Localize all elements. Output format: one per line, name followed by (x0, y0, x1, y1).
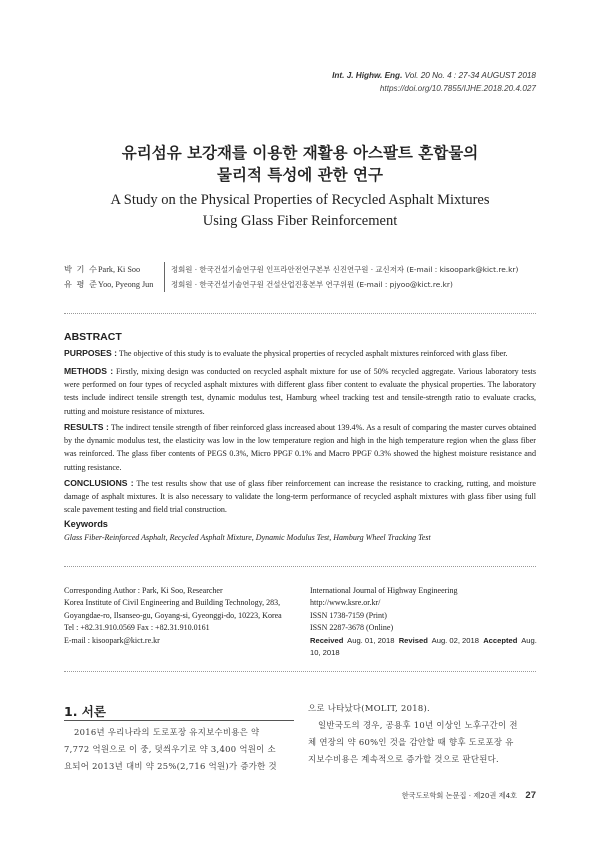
keywords-text: Glass Fiber-Reinforced Asphalt, Recycled Asphalt Mixture, Dynamic Modulus Test, Hamburg Wheel Tracking Test (64, 533, 431, 542)
body-line: 체 연장의 약 60%인 것을 감안할 때 향후 도로포장 유 (308, 737, 514, 747)
accepted-date: Aug. 10, 2018 (310, 635, 537, 658)
title-english-line1: A Study on the Physical Properties of Recycled Asphalt Mixtures (110, 192, 490, 208)
issn-online: ISSN 2287-3678 (Online) (310, 623, 394, 633)
abstract-methods (64, 365, 536, 418)
review-dates (310, 635, 540, 660)
correspondence-block (64, 585, 304, 647)
accepted-label: Accepted (483, 635, 518, 645)
page-footer (402, 790, 536, 801)
keywords-heading: Keywords (64, 519, 108, 529)
doi-link[interactable]: https://doi.org/10.7855/IJHE.2018.20.4.027 (379, 84, 536, 93)
conclusions-text: The test results show that use of glass fiber reinforcement can increase the resistance to cracking, rutting, and moisture damage of asphalt mixtures. It is also necessary to validate the long-term performance of recycled asphalt mixtures with glass fiber using full scale pavement testing and field trial construction. (64, 479, 537, 515)
correspondence-line: Goyangdae-ro, Ilsanseo-gu, Goyang-si, Gyeonggi-do, 10223, Korea (64, 610, 282, 620)
journal-citation: Int. J. Highw. Eng. Vol. 20 No. 4 : 27-34 AUGUST 2018 (332, 71, 536, 80)
author-name-korean: 박 기 수 (64, 264, 98, 274)
correspondence-email: E-mail : kisoopark@kict.re.kr (64, 635, 160, 645)
author-affiliation: 정회원 · 한국건설기술연구원 인프라안전연구본부 신진연구원 · 교신저자 (E-mail : kisoopark@kict.re.kr) (164, 262, 518, 277)
correspondence-line: Korea Institute of Civil Engineering and Building Technology, 283, (64, 598, 281, 608)
methods-text: Firstly, mixing design was conducted on recycled asphalt mixture for use of 50% recycled aggregate. Various laboratory tests were performed on four types of recycled asphalt mixtures with different glass fiber content to evaluate the physical properties. The laboratory tests include indirect tensile strength test, dynamic modulus test, Hamburg wheel tracking test and tensile-strength ratio to evaluate cracks, rutting and moisture resistance of mixtures. (64, 367, 536, 416)
abstract-heading: ABSTRACT (64, 331, 122, 343)
purposes-label: PURPOSES : (64, 348, 118, 358)
author-affiliation: 정회원 · 한국건설기술연구원 건설산업진흥본부 연구위원 (E-mail : pjyoo@kict.re.kr) (164, 277, 453, 292)
author-name-korean: 유 평 준 (64, 279, 98, 289)
abstract-results (64, 421, 536, 474)
body-line: 으로 나타났다(MOLIT, 2018). (308, 703, 431, 713)
results-text: The indirect tensile strength of fiber reinforced glass increased about 139.4%. As a result of comparing the master curves obtained by the dynamic modulus test, the elasticity was low in the low temperature region and high in the high temperature region when the glass fiber was reinforced. The glass fiber contents of PEGS 0.3%, Micro PPGF 0.1% and Macro PPGF 0.3% showed the highest moisture resistance and rutting resistance. (64, 423, 536, 472)
body-line: 7,772 억원으로 이 중, 덧씌우기로 약 3,400 억원이 소 (64, 744, 276, 754)
methods-label: METHODS : (64, 366, 114, 376)
author-name-english: Yoo, Pyeong Jun (98, 280, 154, 289)
conclusions-label: CONCLUSIONS : (64, 478, 134, 488)
journal-url[interactable]: http://www.ksre.or.kr/ (310, 598, 381, 608)
heading-underline (64, 720, 294, 721)
journal-name: International Journal of Highway Engineering (310, 586, 458, 595)
abstract-purposes (64, 347, 536, 360)
body-line: 요되어 2013년 대비 약 25%(2,716 억원)가 증가한 것 (64, 761, 277, 771)
section-heading-introduction (64, 702, 106, 720)
received-date: Aug. 01, 2018 (347, 635, 395, 645)
abstract-conclusions (64, 477, 536, 517)
correspondence-line: Tel : +82.31.910.0569 Fax : +82.31.910.0161 (64, 623, 210, 633)
footer-journal: 한국도로학회 논문집 · 제20권 제4호 (401, 791, 518, 800)
divider (64, 566, 536, 567)
section-heading-text: 1. 서론 (64, 704, 106, 719)
title-korean-line2: 물리적 특성에 관한 연구 (217, 166, 383, 184)
intro-right-column (308, 700, 538, 768)
author-row (64, 262, 518, 277)
journal-info-block (310, 585, 540, 659)
issn-print: ISSN 1738-7159 (Print) (310, 610, 387, 620)
page-number: 27 (525, 790, 536, 801)
body-line: 지보수비용은 계속적으로 증가할 것으로 판단된다. (308, 754, 500, 764)
title-korean-line1: 유리섬유 보강재를 이용한 재활용 아스팔트 혼합물의 (121, 144, 479, 162)
divider (64, 671, 536, 672)
journal-header (332, 69, 536, 95)
title-english-line2: Using Glass Fiber Reinforcement (202, 213, 398, 229)
body-line: 2016년 우리나라의 도로포장 유지보수비용은 약 (74, 727, 260, 737)
intro-left-column (64, 724, 294, 775)
results-label: RESULTS : (64, 422, 109, 432)
revised-label: Revised (398, 635, 428, 645)
author-list (64, 262, 518, 292)
divider (64, 313, 536, 314)
author-name-english: Park, Ki Soo (98, 265, 141, 274)
purposes-text: The objective of this study is to evaluate the physical properties of recycled asphalt mixtures reinforced with glass fiber. (117, 349, 508, 358)
body-line: 일반국도의 경우, 공용후 10년 이상인 노후구간이 전 (318, 720, 518, 730)
correspondence-line: Corresponding Author : Park, Ki Soo, Researcher (64, 586, 223, 595)
author-row (64, 277, 518, 292)
revised-date: Aug. 02, 2018 (431, 635, 479, 645)
received-label: Received (310, 635, 344, 645)
